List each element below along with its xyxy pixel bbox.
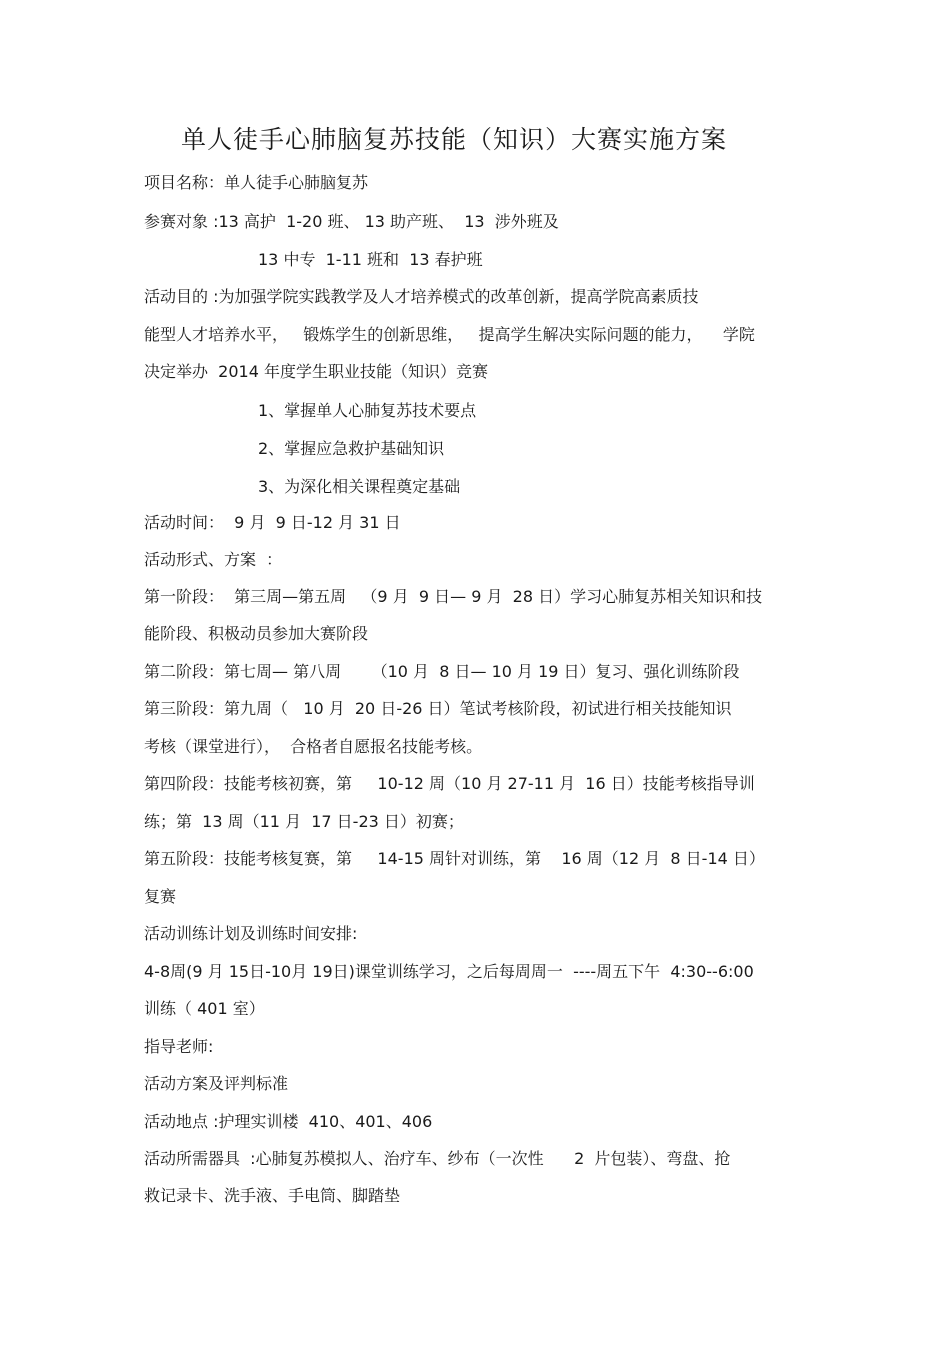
goal-item: 3、为深化相关课程奠定基础 [258, 477, 461, 496]
purpose-line-cont: 决定举办 2014 年度学生职业技能（知识）竞赛 [144, 362, 488, 381]
participants-line-cont: 13 中专 1-11 班和 13 春护班 [258, 250, 483, 269]
training-plan-line: 4-8周(9 月 15日-10月 19日)课堂训练学习，之后每周周一 ----周五下午 4:30--6:00 [144, 962, 754, 981]
stage-one-line: 第一阶段： 第三周—第五周 （9 月 9 日— 9 月 28 日）学习心肺复苏相关知识和技 [144, 587, 763, 606]
stage-four-line: 第四阶段：技能考核初赛，第 10-12 周（10 月 27-11 月 16 日）技能考核指导训 [144, 774, 755, 793]
equipment-line: 活动所需器具 :心肺复苏模拟人、治疗车、纱布（一次性 2 片包装）、弯盘、抢 [144, 1149, 731, 1168]
stage-two-line: 第二阶段：第七周— 第八周 （10 月 8 日— 10 月 19 日）复习、强化训练阶段 [144, 662, 740, 681]
goal-item: 2、掌握应急救护基础知识 [258, 439, 445, 458]
participants-line: 参赛对象 :13 高护 1-20 班、 13 助产班、 13 涉外班及 [144, 212, 559, 231]
project-name-line: 项目名称：单人徒手心肺脑复苏 [144, 173, 369, 192]
stage-one-line-cont: 能阶段、积极动员参加大赛阶段 [144, 624, 369, 643]
purpose-line-cont: 能型人才培养水平， 锻炼学生的创新思维， 提高学生解决实际问题的能力， 学院 [144, 325, 755, 344]
stage-four-line-cont: 练；第 13 周（11 月 17 日-23 日）初赛； [144, 812, 464, 831]
activity-time-line: 活动时间： 9 月 9 日-12 月 31 日 [144, 513, 401, 532]
criteria-line: 活动方案及评判标准 [144, 1074, 289, 1093]
location-line: 活动地点 :护理实训楼 410、401、406 [144, 1112, 433, 1131]
goal-item: 1、掌握单人心肺复苏技术要点 [258, 401, 477, 420]
instructor-line: 指导老师: [144, 1037, 214, 1056]
stage-five-line: 第五阶段：技能考核复赛，第 14-15 周针对训练，第 16 周（12 月 8 日-14 日） [144, 849, 765, 868]
purpose-line: 活动目的 :为加强学院实践教学及人才培养模式的改革创新，提高学院高素质技 [144, 287, 699, 306]
training-plan-line-cont: 训练（ 401 室） [144, 999, 265, 1018]
activity-form-line: 活动形式、方案 ： [144, 550, 283, 569]
stage-three-line: 第三阶段：第九周（ 10 月 20 日-26 日）笔试考核阶段，初试进行相关技能知识 [144, 699, 732, 718]
equipment-line-cont: 救记录卡、洗手液、手电筒、脚踏垫 [144, 1186, 401, 1205]
document-title: 单人徒手心肺脑复苏技能（知识）大赛实施方案 [180, 125, 727, 154]
stage-three-line-cont: 考核（课堂进行）， 合格者自愿报名技能考核。 [144, 737, 483, 756]
stage-five-line-cont: 复赛 [144, 887, 177, 906]
training-plan-heading: 活动训练计划及训练时间安排: [144, 924, 358, 943]
